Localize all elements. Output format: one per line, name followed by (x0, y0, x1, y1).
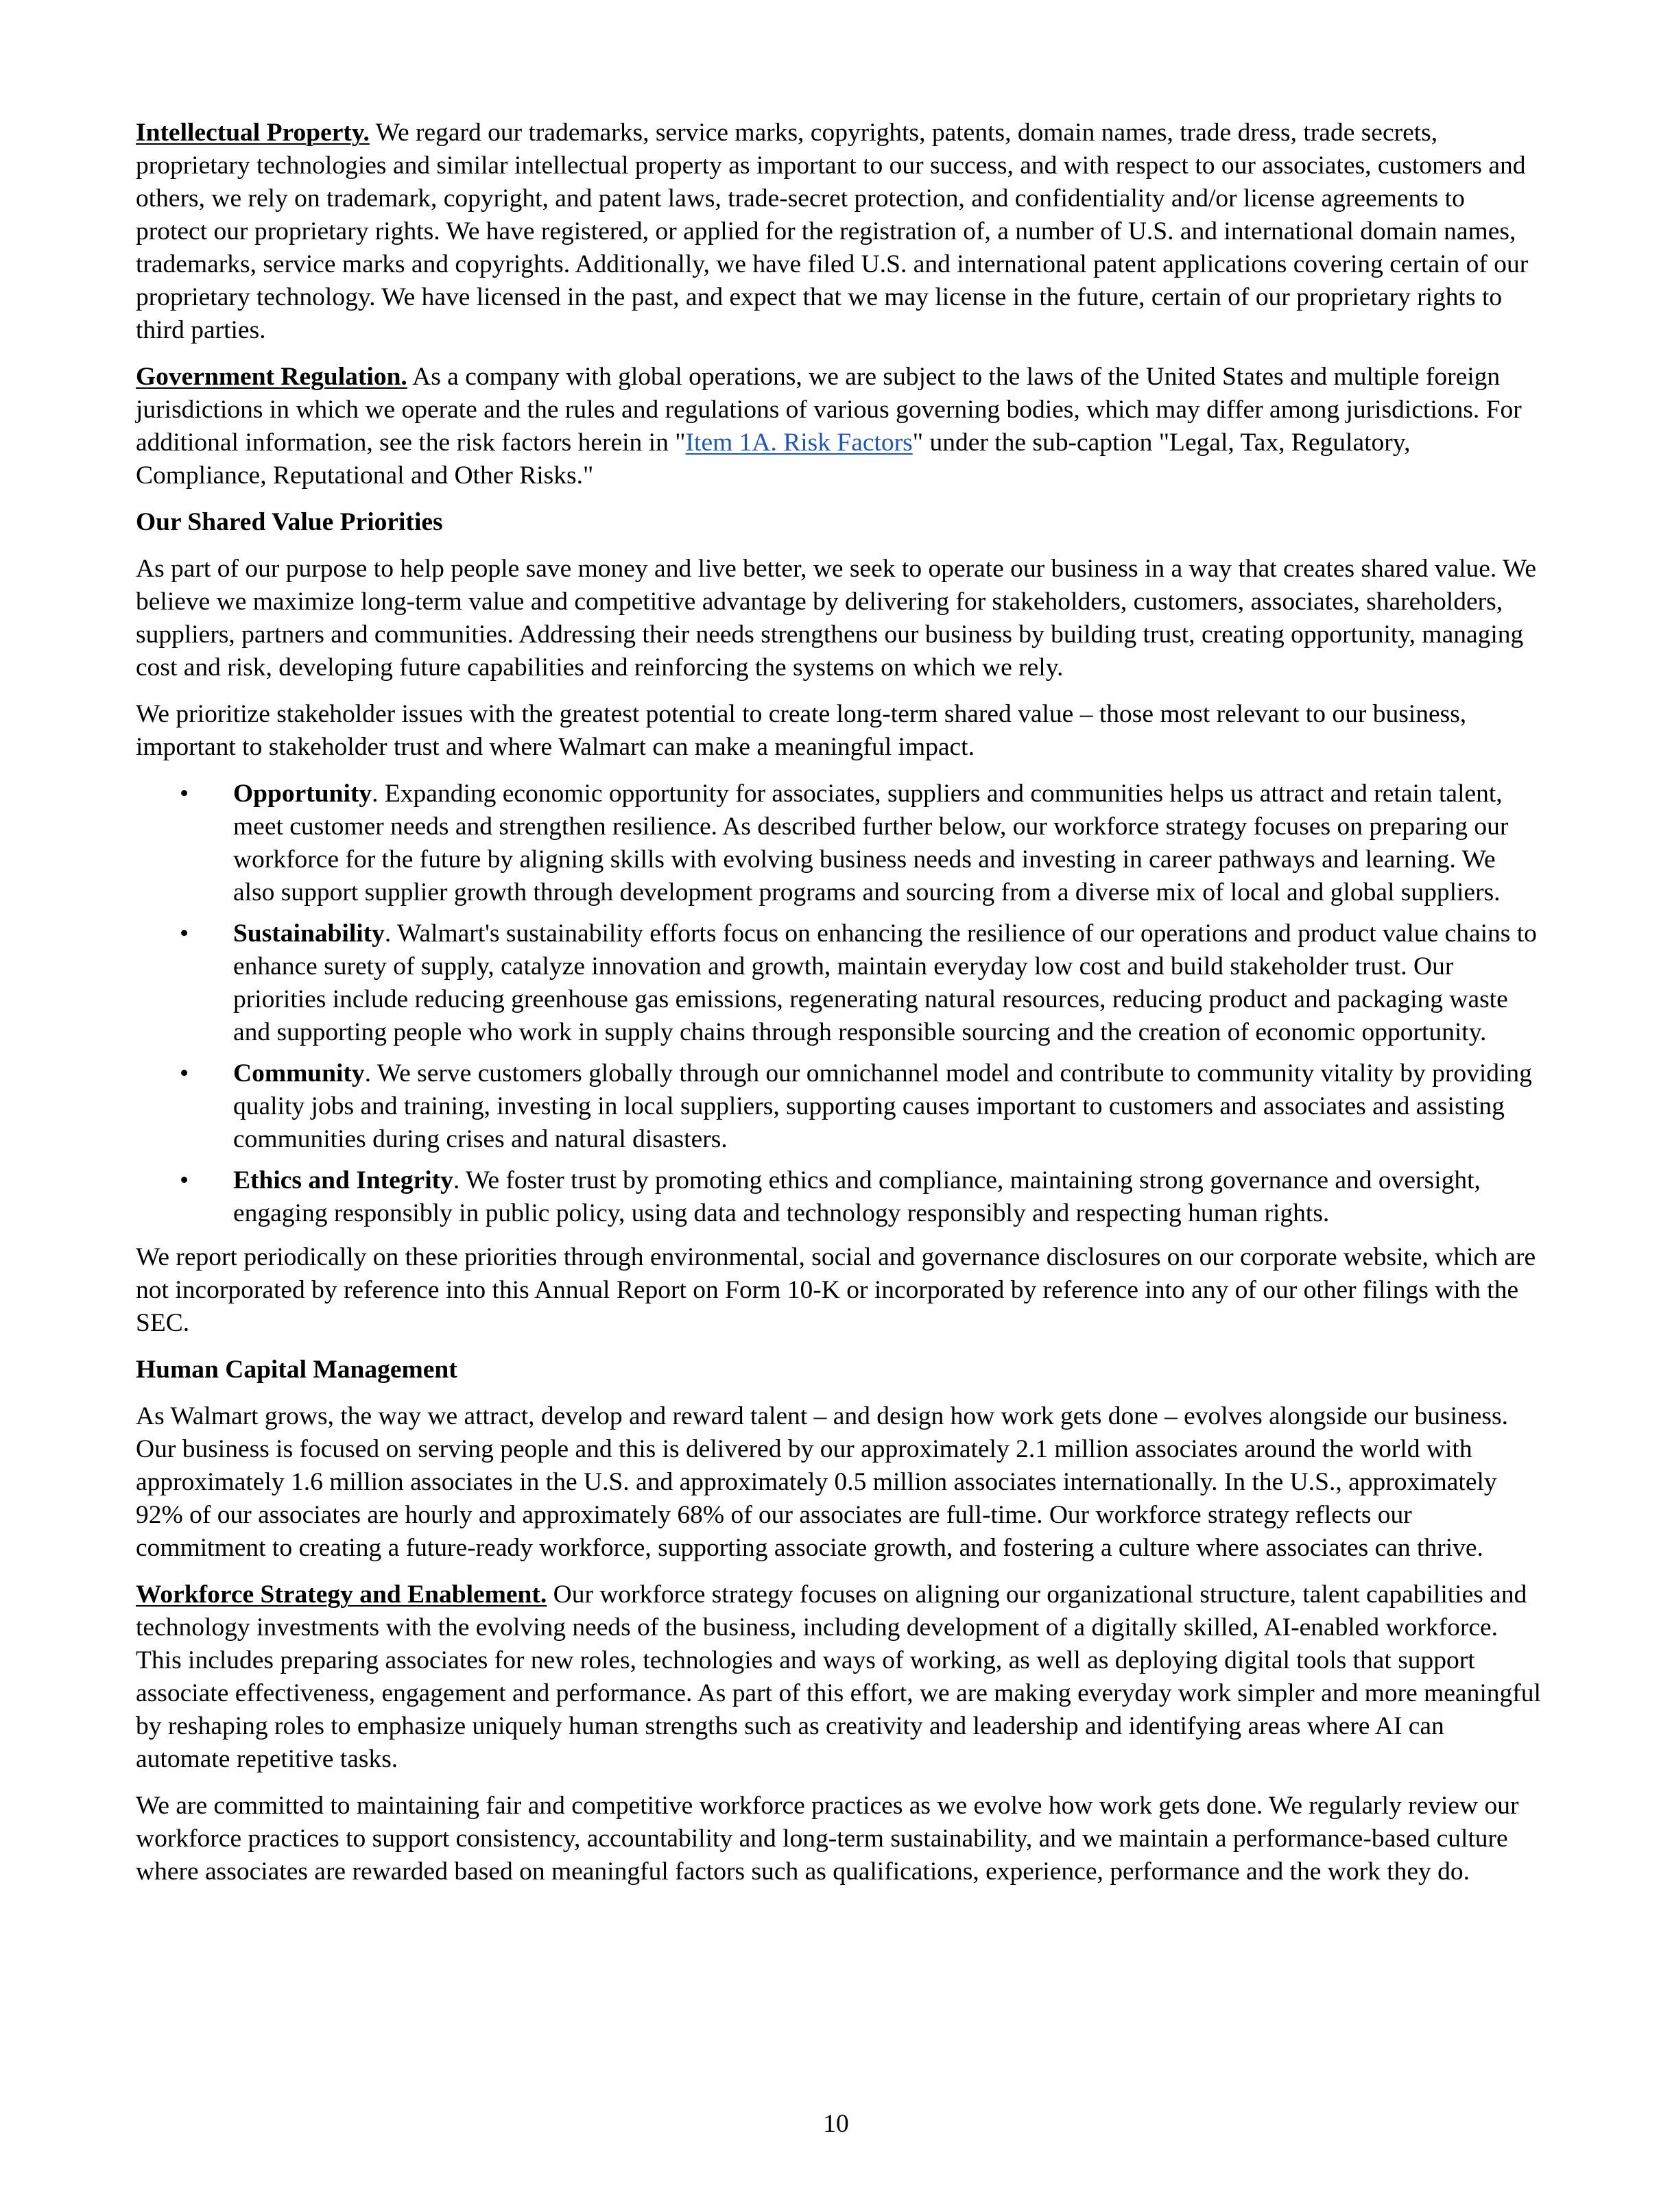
government-regulation-paragraph (136, 361, 1542, 492)
priority-term: Community (233, 1059, 365, 1087)
workforce-practices-paragraph: We are committed to maintaining fair and competitive workforce practices as we evolve how work gets done. We regularly review our workforce practices to support consistency, accountability and long-term sustainability, and we maintain a performance-based culture where associates are rewarded based on meaningful factors such as qualifications, experience, performance and the work they do. (136, 1792, 1519, 1886)
shared-value-heading: Our Shared Value Priorities (136, 508, 443, 536)
list-item-sustainability (136, 917, 1542, 1049)
list-item-opportunity (136, 778, 1542, 909)
list-item-ethics-and-integrity (136, 1164, 1542, 1230)
government-regulation-heading: Government Regulation. (136, 363, 407, 391)
workforce-strategy-paragraph (136, 1578, 1542, 1776)
workforce-strategy-body: Our workforce strategy focuses on aligning our organizational structure, talent capabilities and technology investments with the evolving needs of the business, including development of a digitally skilled, AI-enabled workforce. This includes preparing associates for new roles, technologies and ways of working, as well as deploying digital tools that support associate effectiveness, engagement and performance. As part of this effort, we are making everyday work simpler and more meaningful by reshaping roles to emphasize uniquely human strengths such as creativity and leadership and identifying areas where AI can automate repetitive tasks. (136, 1580, 1541, 1773)
bullet-icon: • (180, 780, 189, 808)
bullet-icon: • (180, 919, 189, 948)
bullet-icon: • (180, 1166, 189, 1194)
bullet-icon: • (180, 1059, 189, 1087)
human-capital-paragraph: As Walmart grows, the way we attract, develop and reward talent – and design how work gets done – evolves alongside our business. Our business is focused on serving people and this is delivered by our approximately 2.1 million associates around the world with approximately 1.6 million associates in the U.S. and approximately 0.5 million associates internationally. In the U.S., approximately 92% of our associates are hourly and approximately 68% of our associates are full-time. Our workforce strategy reflects our commitment to creating a future-ready workforce, supporting associate growth, and fostering a culture where associates can thrive. (136, 1402, 1508, 1562)
shared-value-paragraph-2: We prioritize stakeholder issues with the greatest potential to create long-term shared value – those most relevant to our business, important to stakeholder trust and where Walmart can make a meaningful impact. (136, 700, 1467, 761)
human-capital-heading: Human Capital Management (136, 1356, 457, 1384)
page-number: 10 (823, 2110, 849, 2138)
priority-term: Sustainability (233, 919, 385, 948)
priority-text: . Expanding economic opportunity for associates, suppliers and communities helps us attract and retain talent, meet customer needs and strengthen resilience. As described further below, our workforce strategy focuses on preparing our workforce for the future by aligning skills with evolving business needs and investing in career pathways and learning. We also support supplier growth through development programs and sourcing from a diverse mix of local and global suppliers. (233, 780, 1509, 906)
priority-text: . We foster trust by promoting ethics and compliance, maintaining strong governance and oversight, engaging responsibly in public policy, using data and technology responsibly and respecting human rights. (233, 1166, 1481, 1227)
shared-value-priorities-list (136, 778, 1542, 1230)
document-page (136, 117, 1542, 1902)
government-regulation-body-end: " under the sub-caption "Legal, Tax, Regulatory, Compliance, Reputational and Other Risks." (136, 429, 1411, 490)
government-regulation-body-start: As a company with global operations, we are subject to the laws of the United States and multiple foreign jurisdictions in which we operate and the rules and regulations of various governing bodies, which may differ among jurisdictions. For additional information, see the risk factors herein in " (136, 363, 1522, 457)
shared-value-paragraph-3: We report periodically on these priorities through environmental, social and governance disclosures on our corporate website, which are not incorporated by reference into this Annual Report on Form 10-K or incorporated by reference into any of our other filings with the SEC. (136, 1243, 1536, 1337)
priority-text: . Walmart's sustainability efforts focus on enhancing the resilience of our operations and product value chains to enhance surety of supply, catalyze innovation and growth, maintain everyday low cost and build stakeholder trust. Our priorities include reducing greenhouse gas emissions, regenerating natural resources, reducing product and packaging waste and supporting people who work in supply chains through responsible sourcing and the creation of economic opportunity. (233, 919, 1537, 1046)
list-item-community (136, 1057, 1542, 1156)
intellectual-property-paragraph (136, 117, 1542, 347)
shared-value-paragraph-1: As part of our purpose to help people save money and live better, we seek to operate our business in a way that creates shared value. We believe we maximize long-term value and competitive advantage by delivering for stakeholders, customers, associates, shareholders, suppliers, partners and communities. Addressing their needs strengthens our business by building trust, creating opportunity, managing cost and risk, developing future capabilities and reinforcing the systems on which we rely. (136, 555, 1537, 682)
intellectual-property-body: We regard our trademarks, service marks, copyrights, patents, domain names, trade dress, trade secrets, proprietary technologies and similar intellectual property as important to our success, and with respect to our associates, customers and others, we rely on trademark, copyright, and patent laws, trade-secret protection, and confidentiality and/or license agreements to protect our proprietary rights. We have registered, or applied for the registration of, a number of U.S. and international domain names, trademarks, service marks and copyrights. Additionally, we have filed U.S. and international patent applications covering certain of our proprietary technology. We have licensed in the past, and expect that we may license in the future, certain of our proprietary rights to third parties. (136, 119, 1529, 344)
priority-term: Opportunity (233, 780, 372, 808)
risk-factors-link[interactable]: Item 1A. Risk Factors (685, 429, 913, 457)
workforce-strategy-heading: Workforce Strategy and Enablement. (136, 1580, 547, 1609)
intellectual-property-heading: Intellectual Property. (136, 119, 370, 147)
priority-term: Ethics and Integrity (233, 1166, 453, 1194)
priority-text: . We serve customers globally through our omnichannel model and contribute to community vitality by providing quality jobs and training, investing in local suppliers, supporting causes important to customers and associates and assisting communities during crises and natural disasters. (233, 1059, 1532, 1153)
